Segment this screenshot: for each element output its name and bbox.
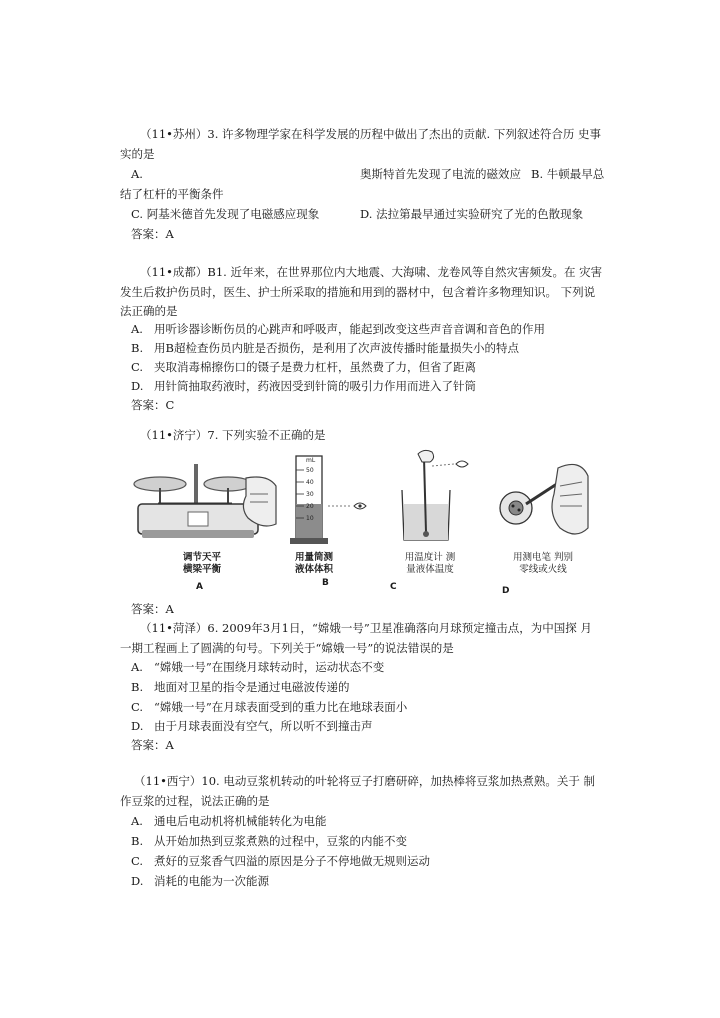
q4-option-c-label: C. <box>131 700 144 714</box>
q1-answer: 答案：A <box>131 227 174 241</box>
test-pen-illustration <box>488 448 598 548</box>
q2-stem-line1: （11•成都）B1. 近年来，在世界那位内大地震、大海啸、龙卷风等自然灾害频发。在 灾害 <box>140 265 603 279</box>
q5-stem-line2: 作豆浆的过程，说法正确的是 <box>120 794 270 808</box>
q1-option-d: D. 法拉第最早通过实验研究了光的色散现象 <box>360 207 584 221</box>
q5-option-d-label: D. <box>131 874 144 888</box>
q4-option-a-text: “嫦娥一号”在围绕月球转动时，运动状态不变 <box>154 660 385 674</box>
q1-option-c: C. 阿基米德首先发现了电磁感应现象 <box>131 207 320 221</box>
figure-d-letter: D <box>502 586 510 596</box>
q4-option-d-text: 由于月球表面没有空气，所以听不到撞击声 <box>154 719 373 733</box>
q4-option-b-text: 地面对卫星的指令是通过电磁波传递的 <box>154 680 350 694</box>
experiment-figure <box>128 448 598 598</box>
q5-option-b-label: B. <box>131 834 144 848</box>
q4-stem-line1: （11•菏泽）6. 2009年3月1日，“嫦娥一号”卫星准确落向月球预定撞击点，为中国探 月 <box>140 621 592 635</box>
q2-option-c-text: 夹取消毒棉擦伤口的镊子是费力杠杆，虽然费了力，但省了距离 <box>154 360 476 374</box>
q1-stem-line1: （11•苏州）3. 许多物理学家在科学发展的历程中做出了杰出的贡献. 下列叙述符合历 史事 <box>140 127 602 141</box>
cylinder-tick-30: 30 <box>306 491 314 498</box>
q1-option-b-cont: 结了杠杆的平衡条件 <box>120 187 224 201</box>
cylinder-tick-50: 50 <box>306 467 314 474</box>
eye-icon <box>456 461 468 467</box>
q4-option-c-text: “嫦娥一号”在月球表面受到的重力比在地球表面小 <box>154 700 408 714</box>
q2-option-a-text: 用听诊器诊断伤员的心跳声和呼吸声，能起到改变这些声音音调和音色的作用 <box>154 322 545 336</box>
q3-stem-line1: （11•济宁）7. 下列实验不正确的是 <box>140 428 326 442</box>
balance-scale-illustration <box>128 448 278 548</box>
q5-option-c-label: C. <box>131 854 144 868</box>
figure-panel-a <box>128 448 278 598</box>
figure-c-caption-line1: 用温度计 测 <box>404 552 456 563</box>
q5-option-d-text: 消耗的电能为一次能源 <box>154 874 269 888</box>
q5-option-c-text: 煮好的豆浆香气四溢的原因是分子不停地做无规则运动 <box>154 854 430 868</box>
thermometer-beaker-illustration <box>388 448 488 548</box>
q1-stem-line2: 实的是 <box>120 147 155 161</box>
figure-c-letter: C <box>390 582 397 592</box>
q5-option-b-text: 从开始加热到豆浆煮熟的过程中，豆浆的内能不变 <box>154 834 407 848</box>
figure-d-caption-line1: 用测电笔 判别 <box>512 552 574 563</box>
q5-stem-line1: （11•西宁）10. 电动豆浆机转动的叶轮将豆子打磨研碎，加热棒将豆浆加热煮熟。关于 制 <box>134 774 596 788</box>
figure-a-caption-line2: 横梁平衡 <box>182 564 221 575</box>
q5-option-a-text: 通电后电动机将机械能转化为电能 <box>154 814 327 828</box>
figure-d-caption-line2: 零线或火线 <box>519 564 567 575</box>
q2-option-d-label: D. <box>131 379 144 393</box>
cylinder-tick-20: 20 <box>306 503 314 510</box>
q4-option-d-label: D. <box>131 719 144 733</box>
q2-option-b-label: B. <box>131 341 144 355</box>
graduated-cylinder-illustration <box>278 448 388 548</box>
q2-answer: 答案：C <box>131 398 175 412</box>
figure-a-letter: A <box>196 582 203 592</box>
q4-answer: 答案：A <box>131 738 174 752</box>
figure-b-caption-line2: 液体体积 <box>294 564 333 575</box>
q4-option-b-label: B. <box>131 680 144 694</box>
q4-stem-line2: 一期工程画上了圆满的句号。下列关于“嫦娥一号”的说法错误的是 <box>120 641 454 655</box>
cylinder-unit-label: mL <box>306 457 316 464</box>
q2-stem-line3: 法正确的是 <box>120 304 178 318</box>
figure-c-caption-line2: 量液体温度 <box>406 564 454 575</box>
q1-option-a-text: 奥斯特首先发现了电流的磁效应 <box>360 167 521 181</box>
figure-panel-c <box>388 448 488 598</box>
figure-a-caption-line1: 调节天平 <box>182 552 221 563</box>
q4-option-a-label: A. <box>131 660 143 674</box>
figure-panel-b <box>278 448 388 598</box>
q2-option-d-text: 用针筒抽取药液时，药液因受到针筒的吸引力作用而进入了针筒 <box>154 379 476 393</box>
q1-option-a-label: A. <box>131 167 143 181</box>
q5-option-a-label: A. <box>131 814 143 828</box>
q2-option-b-text: 用B超检查伤员内脏是否损伤，是利用了次声波传播时能量损失小的特点 <box>154 341 519 355</box>
figure-b-caption-line1: 用量筒测 <box>294 552 333 563</box>
q3-answer: 答案：A <box>131 602 174 616</box>
figure-panel-d <box>488 448 598 598</box>
q1-option-b-head: B. 牛顿最早总 <box>531 167 605 181</box>
cylinder-tick-10: 10 <box>306 515 314 522</box>
q2-option-c-label: C. <box>131 360 144 374</box>
q2-stem-line2: 发生后救护伤员时，医生、护士所采取的措施和用到的器材中，包含着许多物理知识。 下列说 <box>120 285 596 299</box>
cylinder-tick-40: 40 <box>306 479 314 486</box>
q2-option-a-label: A. <box>131 322 143 336</box>
figure-b-letter: B <box>322 578 329 588</box>
